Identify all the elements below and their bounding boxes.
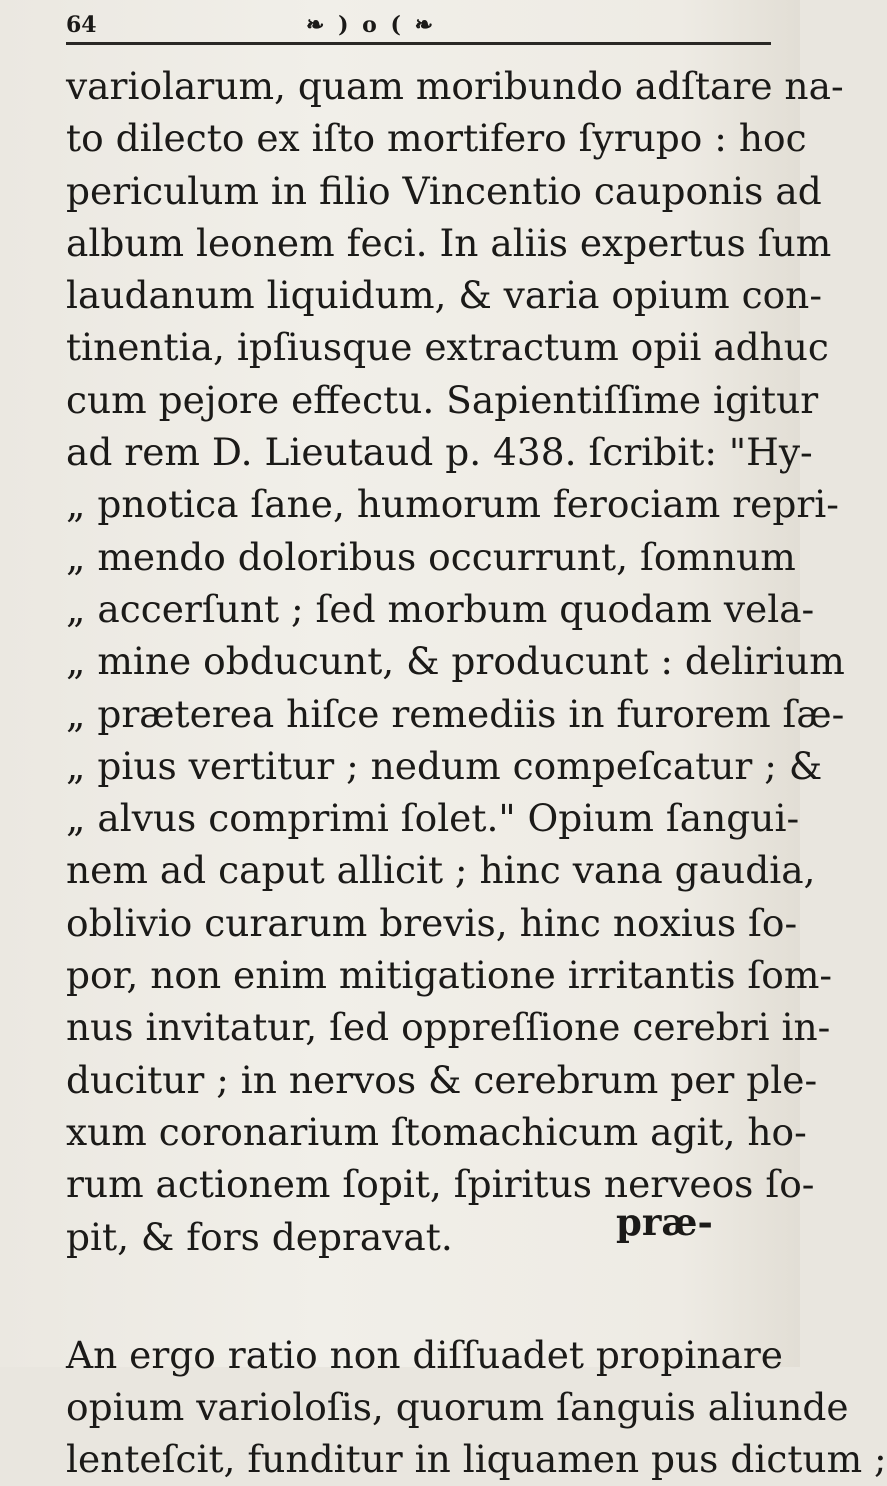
text-line: variolarum, quam moribundo adſtare na-: [66, 64, 844, 108]
text-line: „ accerſunt ; ſed morbum quodam vela-: [66, 586, 815, 631]
text-line: ducitur ; in nervos & cerebrum per ple-: [66, 1057, 818, 1102]
text-line: xum coronarium ſtomachicum agit, ho-: [66, 1109, 807, 1154]
header-rule: [66, 42, 771, 45]
text-line: periculum in filio Vincentio cauponis ad: [66, 168, 822, 213]
text-line: por, non enim mitigatione irritantis ſom-: [66, 953, 833, 998]
text-line: An ergo ratio non diſſuadet propinare: [66, 1332, 784, 1377]
paragraph-gap: [66, 1263, 772, 1329]
text-line: rum actionem ſopit, ſpiritus nerveos ſo-: [66, 1162, 815, 1207]
text-line: lenteſcit, funditur in liquamen pus dictum ;: [66, 1437, 887, 1482]
text-line: oblivio curarum brevis, hinc noxius ſo-: [66, 900, 798, 945]
paragraph-1: [66, 60, 845, 1263]
page-number: 64: [66, 12, 97, 38]
text-line: laudanum liquidum, & varia opium con-: [66, 273, 822, 318]
text-line: „ præterea hiſce remediis in furorem ſæ-: [66, 691, 845, 736]
text-line: „ pnotica ſane, humorum ferociam repri-: [66, 482, 839, 527]
text-line: „ mine obducunt, & producunt : delirium: [66, 639, 845, 684]
body-text: [66, 60, 887, 1486]
text-line: pit, & fors depravat.: [66, 1214, 453, 1259]
text-line: to dilecto ex iſto mortifero ſyrupo : hoc: [66, 116, 807, 161]
text-line: album leonem feci. In aliis expertus ſum: [66, 220, 832, 265]
text-line: „ pius vertitur ; nedum compeſcatur ; &: [66, 743, 823, 788]
text-line: nem ad caput allicit ; hinc vana gaudia,: [66, 848, 816, 893]
text-line: ad rem D. Lieutaud p. 438. ſcribit: "Hy-: [66, 430, 813, 475]
header-ornament: ❧ ) o ( ❧: [306, 12, 436, 38]
text-line: tinentia, ipſiusque extractum opii adhuc: [66, 325, 829, 370]
running-header: [66, 6, 766, 40]
paragraph-2: [66, 1329, 887, 1486]
text-line: cum pejore effectu. Sapientiſſime igitur: [66, 377, 819, 422]
text-line: „ mendo doloribus occurrunt, ſomnum: [66, 534, 796, 579]
text-line: nus invitatur, ſed oppreſſione cerebri in-: [66, 1005, 831, 1050]
text-line: opium varioloſis, quorum ſanguis aliunde: [66, 1385, 849, 1430]
catchword: præ-: [616, 1200, 713, 1244]
text-line: „ alvus comprimi ſolet." Opium ſangui-: [66, 796, 800, 841]
